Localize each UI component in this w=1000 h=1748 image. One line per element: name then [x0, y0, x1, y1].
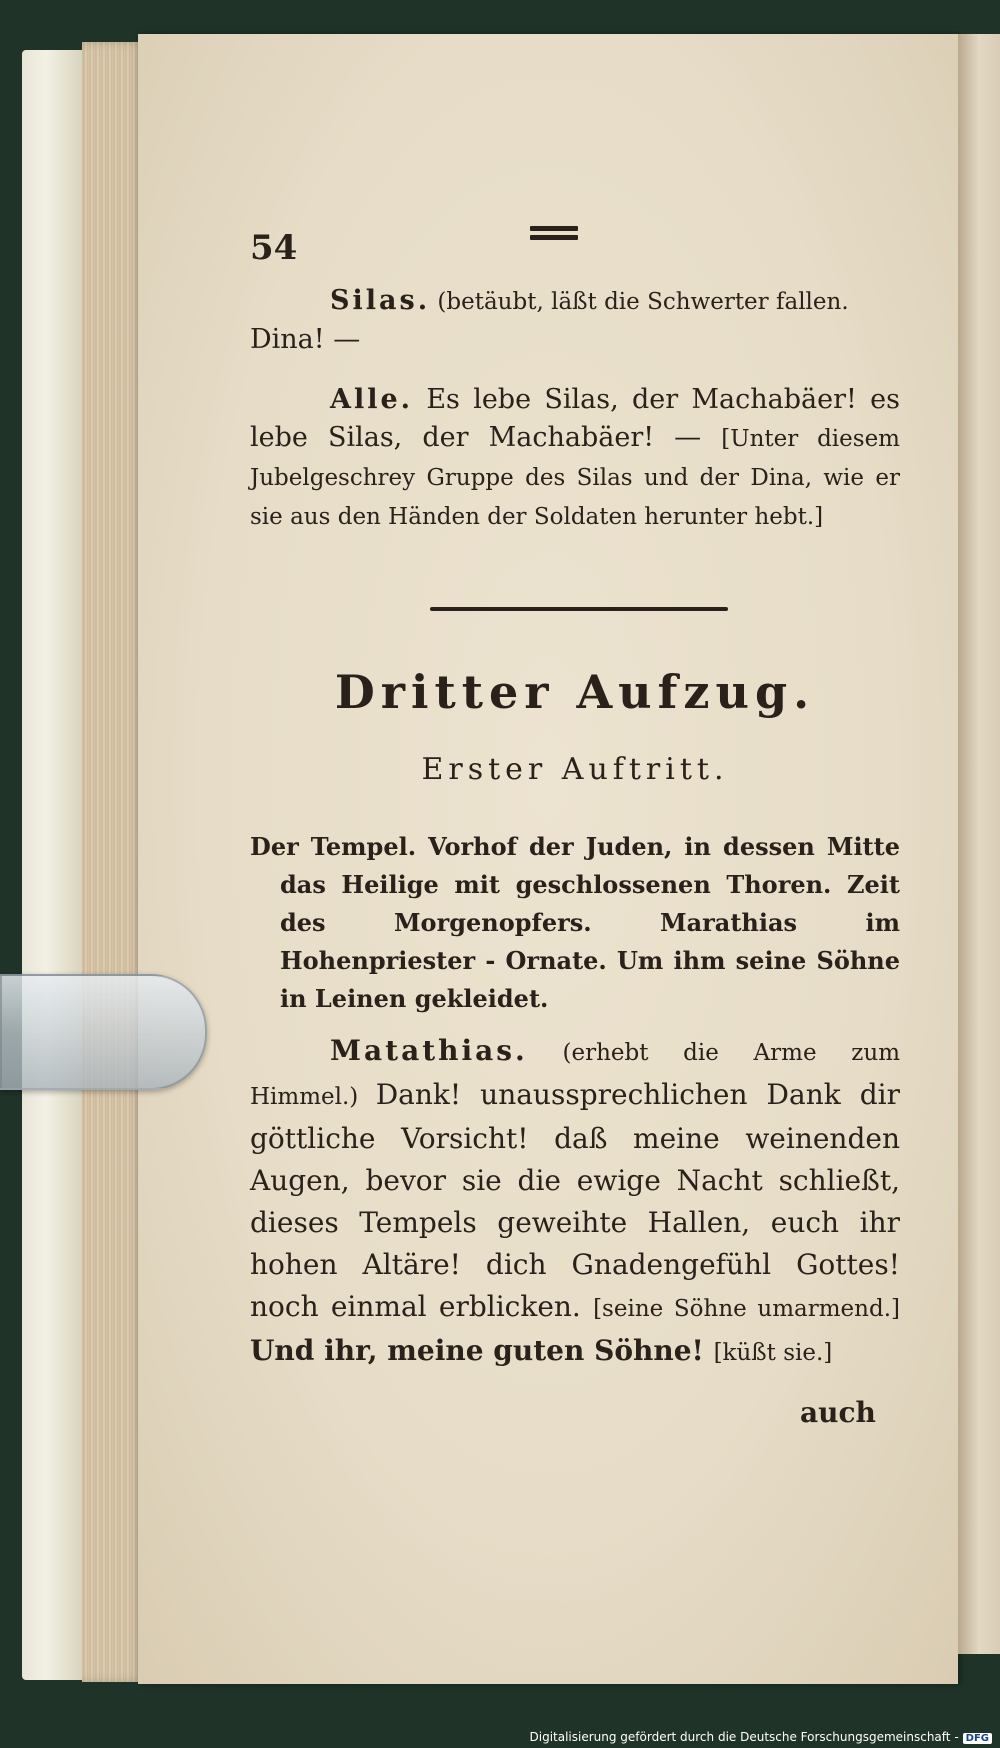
stage-direction-embrace: [seine Söhne umarmend.]: [593, 1296, 900, 1322]
facing-page-edge: [958, 34, 1000, 1654]
matathias-speech-2: Und ihr, meine guten Söhne!: [250, 1334, 714, 1367]
act-title: Dritter Aufzug.: [334, 665, 816, 719]
stage-direction-arms: (erhebt die Arme zum Himmel.): [250, 1040, 900, 1110]
header-ornament: [530, 226, 578, 248]
dfg-logo-icon: DFG: [963, 1733, 992, 1744]
matathias-speech-1: Dank! unaussprechlichen Dank dir göttliche Vorsicht! daß meine weinenden Augen, bevor sie die ewige Nacht schließt, dieses Tempels geweihte Hallen, euch ihr hohen Altäre! dich Gnadengefühl Gottes! noch einmal erblicken.: [250, 1078, 900, 1323]
alle-paragraph: [250, 381, 900, 536]
matathias-paragraph: [250, 1030, 900, 1374]
silas-line: [250, 282, 900, 321]
catchword: auch: [800, 1396, 876, 1429]
stage-direction-group: [Unter diesem Jubelgeschrey Gruppe des Silas und der Dina, wie er sie aus den Händen der Soldaten herunter hebt.]: [250, 426, 900, 530]
speaker-matathias: Matathias.: [330, 1034, 528, 1067]
setting-text: Der Tempel. Vorhof der Juden, in dessen Mitte das Heilige mit geschlossenen Thoren. Zeit des Morgenopfers. Marathias im Hohenpriester - Ornate. Um ihm seine Söhne in Leinen gekleidet.: [250, 832, 900, 1013]
speaker-silas: Silas.: [330, 285, 431, 316]
scene-title: Erster Auftritt.: [421, 752, 729, 787]
closed-pages-left: [22, 50, 82, 1680]
stage-direction-silas: (betäubt, läßt die Schwerter fallen.: [430, 289, 849, 315]
page-edges: [82, 42, 144, 1682]
alle-speech: Es lebe Silas, der Machabäer! es lebe Silas, der Machabäer! —: [250, 384, 900, 453]
section-1-text: [250, 282, 900, 536]
stage-direction-kiss: [küßt sie.]: [713, 1340, 833, 1366]
page-number: 54: [250, 228, 298, 268]
footer-text: Digitalisierung gefördert durch die Deutsche Forschungsgemeinschaft -: [529, 1730, 959, 1744]
section-divider: [430, 607, 728, 611]
scene-setting: [250, 828, 900, 1018]
section-2-text: [250, 1030, 900, 1374]
dina-line: Dina! —: [250, 324, 361, 355]
page-clip: [0, 974, 207, 1090]
speaker-alle: Alle.: [330, 384, 414, 415]
digitization-footer: [530, 1730, 993, 1744]
